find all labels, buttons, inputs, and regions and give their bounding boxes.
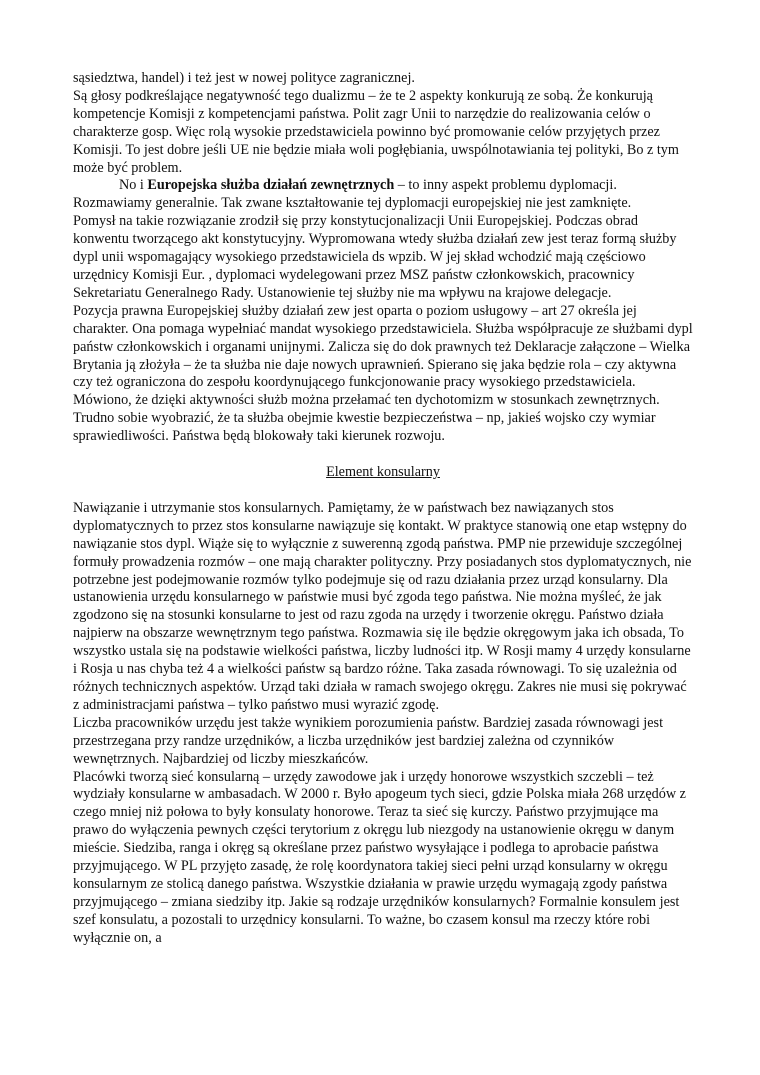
paragraph-3-rest: – to inny aspekt problemu dyplomacji. Rozmawiamy generalnie. Tak zwane kształtowanie tej dyplomacji europejskiej nie jest zamknięte. — [73, 177, 632, 212]
paragraph-9: Placówki tworzą sieć konsularną – urzędy zawodowe jak i urzędy honorowe wszystkich szczebli – też wydziały konsularne w ambasadach. W 2000 r. Było apogeum tych sieci, gdzie Polska miała 268 urzędów z czego mniej niż połowa to były konsulaty honorowe. Teraz ta sieć się kurczy. Państwo przyjmujące ma prawo do wyłączenia pewnych części terytorium z okręgu lub niezgody na ustanowienie okręgu w danym mieście. Siedziba, ranga i okręg są określane przez państwo wysyłające i podlega to aprobacie państwa przyjmującego. W PL przyjęto zasadę, że rolę koordynatora takiej sieci pełni urząd konsularny w okręgu konsularnym ze stolicą danego państwa. Wszystkie działania w prawie urzędu wymagają zgody państwa przyjmującego – zmiana siedziby itp. Jakie są rodzaje urzędników konsularnych? Formalnie konsulem jest szef konsulatu, a pozostali to urzędnicy konsularni. To ważne, bo czasem konsul ma rzeczy które robi wyłącznie on, a — [73, 768, 686, 946]
paragraph-4: Pomysł na takie rozwiązanie zrodził się przy konstytucjonalizacji Unii Europejskiej. Podczas obrad konwentu tworzącego akt konstytucyjny. Wypromowana wtedy służba działań zew jest teraz formą służby dypl unii wspomagający wysokiego przedstawiciela ds wpzib. W jej skład wchodzić mają częściowo urzędnicy Komisji Eur. , dyplomaci wydelegowani przez MSZ państw członkowskich, pracownicy Sekretariatu Generalnego Rady. Ustanowienie tej służby nie ma wpływu na krajowe delegacje. — [73, 213, 677, 301]
paragraph-5: Pozycja prawna Europejskiej służby działań zew jest oparta o poziom usługowy – art 27 określa jej charakter. Ona pomaga wypełniać mandat wysokiego przedstawiciela. Służba współpracuje ze służbami dypl państw członkowskich i organami unijnymi. Zalicza się do dok prawnych też Deklaracje załączone – Wielka Brytania ją złożyła – że ta służba nie daje nowych uprawnień. Spierano się jaka będzie rola – czy aktywna czy też ograniczona do zespołu koordynującego funkcjonowanie pracy wysokiego przedstawiciela. Mówiono, że dzięki aktywności służb można przełamać ten dychotomizm w stosunkach zewnętrznych. — [73, 302, 693, 409]
paragraph-3 — [73, 177, 693, 213]
paragraph-8: Liczba pracowników urzędu jest także wynikiem porozumienia państw. Bardziej zasada równowagi jest przestrzegana przy randze urzędników, a liczba urzędników jest bardziej zależna od czynników wewnętrznych. Najbardziej od liczby mieszkańców. — [73, 714, 664, 767]
paragraph-3-bold-term: Europejska służba działań zewnętrznych — [147, 177, 395, 194]
paragraph-3-lead: No i — [119, 177, 148, 194]
section-heading: Element konsularny — [326, 464, 440, 481]
paragraph-7: Nawiązanie i utrzymanie stos konsularnych. Pamiętamy, że w państwach bez nawiązanych stos dyplomatycznych to przez stos konsularne nawiązuje się kontakt. W praktyce stanowią one etap wstępny do nawiązanie stos dypl. Wiąże się to wyłącznie z suwerenną zgodą państwa. PMP nie przewiduje szczególnej formuły prowadzenia rozmów – one mają charakter polityczny. Przy posiadanych stos dyplomatycznych, nie potrzebne jest podejmowanie rozmów tylko podejmuje się od razu działania przez urząd konsularny. Dla ustanowienia urzędu konsularnego w państwie musi być zgoda tego państwa. Nie można myśleć, że jak zgodzono się na stosunki konsularne to jest od razu zgoda na urzędy i tworzenie okręgu. Państwo działa najpierw na obszarze wewnętrznym tego państwa. Rozmawia się ile będzie okręgowym jaka ich obsada, To wszystko ustala się na podstawie wielkości państwa, liczby ludności itp. W Rosji mamy 4 urzędy konsularne i Rosja u nas chyba też 4 a wielkości państw są bardzo różne. Taka zasada równowagi. To się uzależnia od różnych technicznych aspektów. Urząd taki działa w ramach swojego okręgu. Zakres nie musi się pokrywać z administracjami państwa – tylko państwo musi wyrazić zgodę. — [73, 499, 692, 713]
paragraph-6: Trudno sobie wyobrazić, że ta służba obejmie kwestie bezpieczeństwa – np, jakieś wojsko czy wymiar sprawiedliwości. Państwa będą blokowały taki kierunek rozwoju. — [73, 410, 656, 445]
paragraph-1: sąsiedztwa, handel) i też jest w nowej polityce zagranicznej. — [73, 70, 415, 86]
document-page — [73, 70, 693, 948]
paragraph-2: Są głosy podkreślające negatywność tego dualizmu – że te 2 aspekty konkurują ze sobą. Że konkurują kompetencje Komisji z kompetencjami państwa. Polit zagr Unii to narzędzie do realizowania celów o charakterze gosp. Więc rolą wysokie przedstawiciela powinno być promowanie celów przyjętych przez Komisji. To jest dobre jeśli UE nie będzie miała woli pogłębiania, uwspólnotawiania tej polityki, Bo z tym może być problem. — [73, 87, 679, 176]
